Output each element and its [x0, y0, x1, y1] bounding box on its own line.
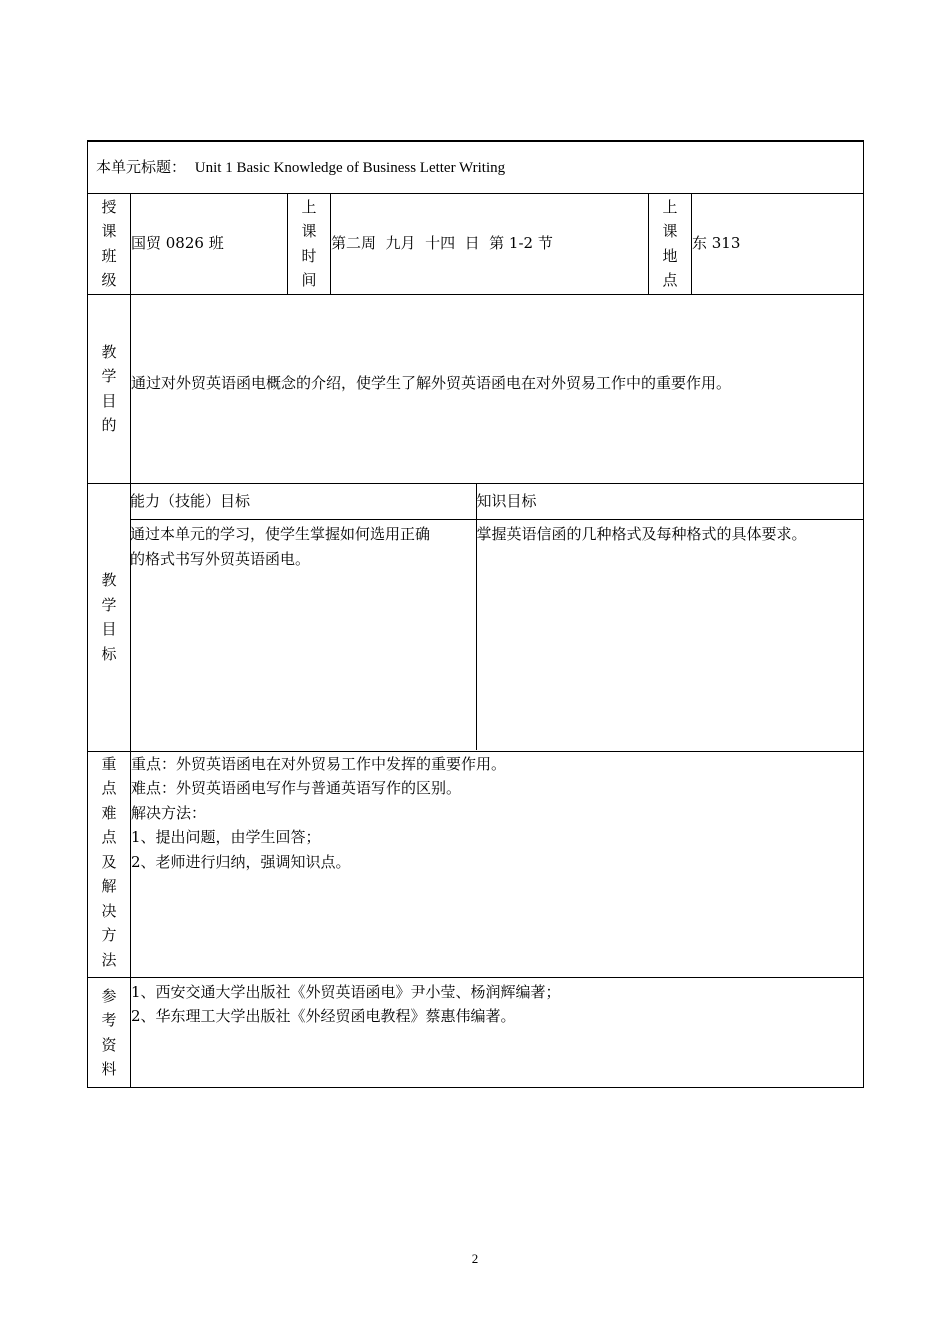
lesson-plan-table	[87, 140, 864, 1088]
class-value: 国贸 0826 班	[131, 193, 288, 294]
lesson-plan-sheet	[87, 140, 863, 1088]
references-row	[88, 977, 864, 1087]
unit-title-row	[88, 141, 864, 193]
objectives-inner-table	[130, 483, 864, 750]
key-points-row	[88, 751, 864, 977]
objectives-grid	[131, 483, 864, 751]
key-points-label: 重 点 难 点 及 解 决 方 法	[88, 751, 131, 977]
unit-title-label: 本单元标题：	[96, 157, 187, 176]
class-info-row	[88, 193, 864, 294]
references-label: 参 考 资 料	[88, 977, 131, 1087]
unit-title-cell	[88, 141, 864, 193]
key-points-text: 重点：外贸英语函电在对外贸易工作中发挥的重要作用。 难点：外贸英语函电写作与普通英语写作的区别。 解决方法： 1、提出问题，由学生回答； 2、老师进行归纳，强调知识点。	[131, 751, 864, 977]
objectives-label: 教 学 目 标	[88, 483, 131, 751]
unit-title-value: Unit 1 Basic Knowledge of Business Letter Writing	[194, 159, 506, 176]
place-value: 东 313	[692, 193, 864, 294]
place-label: 上 课 地 点	[649, 193, 692, 294]
knowledge-text: 掌握英语信函的几种格式及每种格式的具体要求。	[476, 520, 864, 750]
ability-text: 通过本单元的学习，使学生掌握如何选用正确 的格式书写外贸英语函电。	[130, 520, 476, 750]
references-text: 1、西安交通大学出版社《外贸英语函电》尹小莹、杨润辉编著； 2、华东理工大学出版社《外经贸函电教程》蔡惠伟编著。	[131, 977, 864, 1087]
ability-header: 能力（技能）目标	[130, 483, 476, 520]
purpose-text: 通过对外贸英语函电概念的介绍，使学生了解外贸英语函电在对外贸易工作中的重要作用。	[131, 294, 864, 483]
purpose-row	[88, 294, 864, 483]
page-number: 2	[471, 1251, 479, 1266]
knowledge-header: 知识目标	[476, 483, 864, 520]
objectives-row	[88, 483, 864, 751]
time-label: 上 课 时 间	[288, 193, 331, 294]
purpose-label: 教 学 目 的	[88, 294, 131, 483]
class-label: 授 课 班 级	[88, 193, 131, 294]
time-value: 第二周 九月 十四 日 第 1-2 节	[331, 193, 649, 294]
